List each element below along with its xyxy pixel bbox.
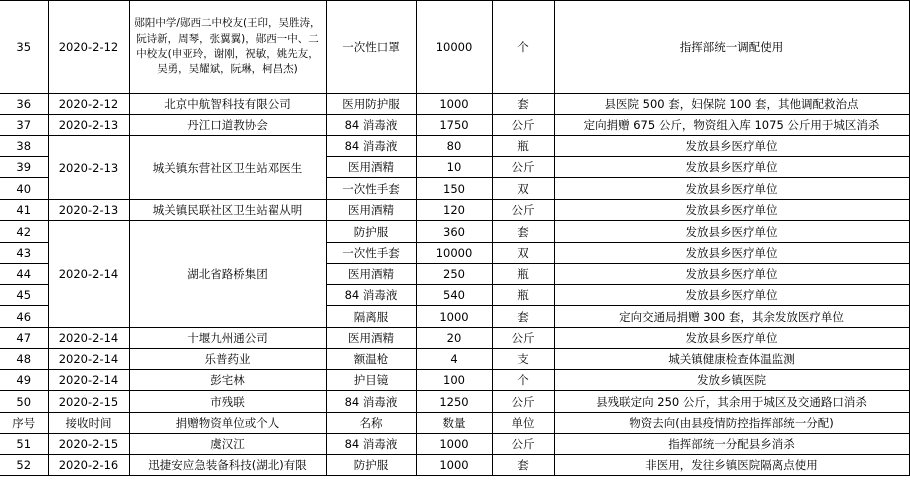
- cell-item: 84 消毒液: [326, 434, 416, 455]
- cell-qty: 1750: [416, 115, 492, 136]
- cell-item: 一次性手套: [326, 178, 416, 200]
- table-row: [0, 94, 909, 115]
- table-row: [0, 434, 909, 455]
- cell-qty: 100: [416, 370, 492, 391]
- cell-item: 医用防护服: [326, 94, 416, 115]
- cell-no: 45: [0, 285, 48, 306]
- cell-donor: 丹江口道教协会: [129, 115, 326, 136]
- table-header-row: [0, 413, 909, 434]
- cell-qty: 80: [416, 136, 492, 157]
- cell-no: 51: [0, 434, 48, 455]
- cell-item: 额温枪: [326, 349, 416, 370]
- cell-no: 50: [0, 391, 48, 413]
- cell-no: 41: [0, 200, 48, 221]
- header-unit: 单位: [492, 413, 554, 434]
- cell-date: 2020-2-12: [48, 94, 129, 115]
- cell-no: 49: [0, 370, 48, 391]
- table-row: [0, 136, 909, 157]
- header-qty: 数量: [416, 413, 492, 434]
- cell-item: 防护服: [326, 455, 416, 476]
- cell-qty: 1000: [416, 306, 492, 328]
- cell-item: 84 消毒液: [326, 115, 416, 136]
- cell-qty: 10: [416, 157, 492, 178]
- cell-qty: 10000: [416, 243, 492, 264]
- cell-item: 护目镜: [326, 370, 416, 391]
- cell-date: 2020-2-16: [48, 455, 129, 476]
- cell-donor: 市残联: [129, 391, 326, 413]
- cell-item: 防护服: [326, 221, 416, 243]
- cell-dest: 发放县乡医疗单位: [554, 285, 909, 306]
- cell-no: 46: [0, 306, 48, 328]
- cell-item: 医用酒精: [326, 328, 416, 349]
- header-item: 名称: [326, 413, 416, 434]
- cell-dest: 发放乡镇医院: [554, 370, 909, 391]
- cell-qty: 1000: [416, 94, 492, 115]
- cell-unit: 套: [492, 94, 554, 115]
- table-row: [0, 391, 909, 413]
- cell-donor: 城关镇民联社区卫生站翟从明: [129, 200, 326, 221]
- cell-donor: 郧阳中学/郧西二中校友(王印，吴胜涛，阮诗新，周琴，张翼翼)，郧西一中、二中校友(申亚玲，谢刚，祝敏，姚先友，吴勇，吴耀斌，阮琳，柯昌杰): [129, 1, 326, 94]
- cell-qty: 1250: [416, 391, 492, 413]
- cell-dest: 发放县乡医疗单位: [554, 243, 909, 264]
- cell-donor: 十堰九州通公司: [129, 328, 326, 349]
- cell-no: 35: [0, 1, 48, 94]
- cell-no: 48: [0, 349, 48, 370]
- cell-no: 37: [0, 115, 48, 136]
- cell-date: 2020-2-14: [48, 370, 129, 391]
- cell-unit: 双: [492, 243, 554, 264]
- cell-qty: 120: [416, 200, 492, 221]
- cell-item: 84 消毒液: [326, 285, 416, 306]
- cell-item: 医用酒精: [326, 264, 416, 285]
- table-row: [0, 455, 909, 476]
- cell-dest: 非医用，发往乡镇医院隔离点使用: [554, 455, 909, 476]
- cell-qty: 10000: [416, 1, 492, 94]
- cell-no: 42: [0, 221, 48, 243]
- cell-dest: 发放县乡医疗单位: [554, 157, 909, 178]
- cell-dest: 发放县乡医疗单位: [554, 328, 909, 349]
- cell-no: 44: [0, 264, 48, 285]
- header-no: 序号: [0, 413, 48, 434]
- cell-qty: 360: [416, 221, 492, 243]
- cell-unit: 个: [492, 1, 554, 94]
- cell-qty: 1000: [416, 455, 492, 476]
- cell-dest: 发放县乡医疗单位: [554, 264, 909, 285]
- header-donor: 捐赠物资单位或个人: [129, 413, 326, 434]
- cell-item: 医用酒精: [326, 200, 416, 221]
- cell-date: 2020-2-12: [48, 1, 129, 94]
- cell-unit: 公斤: [492, 200, 554, 221]
- table-row: [0, 1, 909, 94]
- cell-item: 隔离服: [326, 306, 416, 328]
- cell-unit: 公斤: [492, 391, 554, 413]
- cell-item: 84 消毒液: [326, 391, 416, 413]
- cell-dest: 定向交通局捐赠 300 套，其余发放医疗单位: [554, 306, 909, 328]
- cell-donor: 湖北省路桥集团: [129, 221, 326, 328]
- cell-date: 2020-2-15: [48, 391, 129, 413]
- cell-dest: 发放县乡医疗单位: [554, 221, 909, 243]
- cell-qty: 150: [416, 178, 492, 200]
- table-row: [0, 328, 909, 349]
- cell-dest: 发放县乡医疗单位: [554, 178, 909, 200]
- cell-no: 38: [0, 136, 48, 157]
- cell-item: 医用酒精: [326, 157, 416, 178]
- cell-qty: 1000: [416, 434, 492, 455]
- cell-donor: 城关镇东营社区卫生站邓医生: [129, 136, 326, 200]
- cell-date: 2020-2-13: [48, 200, 129, 221]
- table-row: [0, 370, 909, 391]
- table-row: [0, 349, 909, 370]
- cell-date: 2020-2-14: [48, 221, 129, 328]
- cell-donor: 北京中航智科技有限公司: [129, 94, 326, 115]
- cell-unit: 公斤: [492, 157, 554, 178]
- cell-no: 52: [0, 455, 48, 476]
- cell-no: 36: [0, 94, 48, 115]
- table-row: [0, 115, 909, 136]
- cell-unit: 瓶: [492, 136, 554, 157]
- cell-no: 47: [0, 328, 48, 349]
- cell-no: 39: [0, 157, 48, 178]
- cell-unit: 个: [492, 370, 554, 391]
- cell-donor: 彭宅林: [129, 370, 326, 391]
- header-date: 接收时间: [48, 413, 129, 434]
- cell-dest: 指挥部统一调配使用: [554, 1, 909, 94]
- cell-unit: 支: [492, 349, 554, 370]
- cell-donor: 乐普药业: [129, 349, 326, 370]
- cell-qty: 4: [416, 349, 492, 370]
- cell-unit: 套: [492, 455, 554, 476]
- cell-item: 84 消毒液: [326, 136, 416, 157]
- cell-date: 2020-2-13: [48, 115, 129, 136]
- cell-qty: 540: [416, 285, 492, 306]
- cell-unit: 瓶: [492, 285, 554, 306]
- cell-item: 一次性口罩: [326, 1, 416, 94]
- cell-unit: 公斤: [492, 115, 554, 136]
- cell-date: 2020-2-14: [48, 349, 129, 370]
- cell-donor: 虞汉江: [129, 434, 326, 455]
- cell-unit: 套: [492, 221, 554, 243]
- header-dest: 物资去向(由县疫情防控指挥部统一分配): [554, 413, 909, 434]
- table-row: [0, 221, 909, 243]
- cell-unit: 瓶: [492, 264, 554, 285]
- cell-no: 40: [0, 178, 48, 200]
- cell-dest: 县残联定向 250 公斤，其余用于城区及交通路口消杀: [554, 391, 909, 413]
- cell-unit: 套: [492, 306, 554, 328]
- cell-dest: 定向捐赠 675 公斤，物资组入库 1075 公斤用于城区消杀: [554, 115, 909, 136]
- cell-unit: 双: [492, 178, 554, 200]
- cell-qty: 250: [416, 264, 492, 285]
- cell-date: 2020-2-13: [48, 136, 129, 200]
- cell-item: 一次性手套: [326, 243, 416, 264]
- cell-qty: 20: [416, 328, 492, 349]
- cell-unit: 公斤: [492, 434, 554, 455]
- cell-dest: 城关镇健康检查体温监测: [554, 349, 909, 370]
- cell-unit: 公斤: [492, 328, 554, 349]
- cell-no: 43: [0, 243, 48, 264]
- cell-dest: 县医院 500 套，妇保院 100 套，其他调配救治点: [554, 94, 909, 115]
- cell-donor: 迅捷安应急装备科技(湖北)有限: [129, 455, 326, 476]
- table-row: [0, 200, 909, 221]
- cell-date: 2020-2-14: [48, 328, 129, 349]
- cell-dest: 指挥部统一分配县乡消杀: [554, 434, 909, 455]
- cell-dest: 发放县乡医疗单位: [554, 136, 909, 157]
- cell-date: 2020-2-15: [48, 434, 129, 455]
- cell-dest: 发放县乡医疗单位: [554, 200, 909, 221]
